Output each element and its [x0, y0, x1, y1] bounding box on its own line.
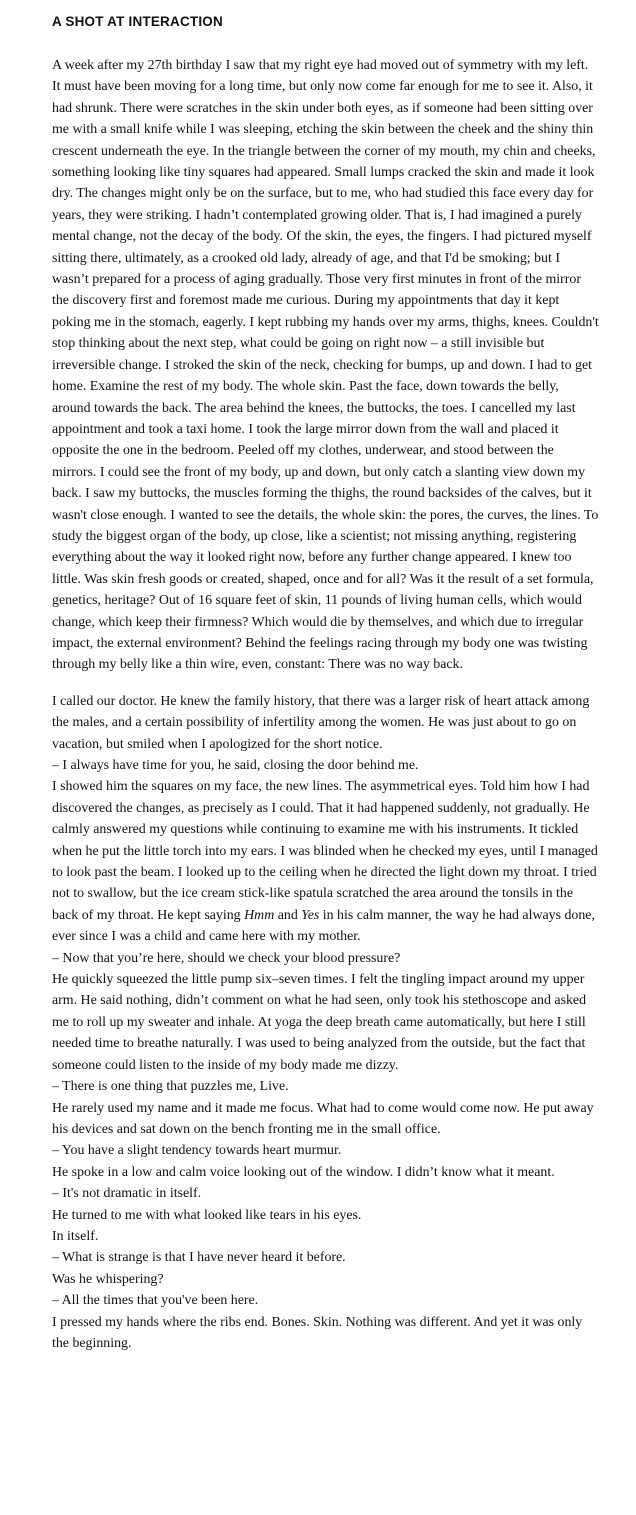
- and-word: and: [277, 907, 298, 923]
- paragraph-final: I pressed my hands where the ribs end. Bones. Skin. Nothing was different. And yet it was only the beginning.: [52, 1314, 583, 1351]
- examination-text-end: in his calm manner, the way he had always done, ever since I was a child and came here with my mother.: [52, 907, 595, 945]
- line-whispering: Was he whispering?: [52, 1271, 164, 1287]
- document-title: A SHOT AT INTERACTION: [52, 14, 223, 29]
- document-page: [52, 14, 600, 1354]
- paragraph-pump: He quickly squeezed the little pump six–seven times. I felt the tingling impact around my upper arm. He said nothing, didn’t comment on what he had seen, only took his stethoscope and asked me to roll up my sweater and inhale. At yoga the deep breath came automatically, but here I still needed time to breathe naturally. I was used to being analyzed from the outside, but the fact that someone could listen to the inside of my body made me dizzy.: [52, 972, 587, 1073]
- paragraph-low-voice: He spoke in a low and calm voice looking out of the window. I didn’t know what it meant.: [52, 1164, 555, 1180]
- dialogue-blood-pressure: – Now that you’re here, should we check your blood pressure?: [52, 950, 401, 966]
- yes-emphasis: Yes: [301, 907, 320, 923]
- hmm-emphasis: Hmm: [244, 907, 275, 923]
- dialogue-all-times: – All the times that you've been here.: [52, 1293, 259, 1309]
- dialogue-puzzles: – There is one thing that puzzles me, Live.: [52, 1079, 289, 1095]
- paragraph-mirror: A week after my 27th birthday I saw that my right eye had moved out of symmetry with my left. It must have been moving for a long time, but only now come far enough for me to see it. Also, it had shrunk. There were scratches in the skin under both eyes, as if someone had been sitting over me with a small knife while I was sleeping, etching the skin between the cheek and the shiny thin crescent underneath the eye. In the triangle between the corner of my mouth, my chin and cheeks, something looking like tiny squares had appeared. Small lumps cracked the skin and made it look dry. The changes might only be on the surface, but to me, who had studied this face every day for years, they were striking. I hadn’t contemplated growing older. That is, I had imagined a purely mental change, not the decay of the body. Of the skin, the eyes, the fingers. I had pictured myself sitting there, ultimately, as a crooked old lady, already of age, and that I'd be smoking; but I wasn’t prepared for a process of aging gradually. Those very first minutes in front of the mirror the discovery first and foremost made me curious. During my appointments that day it kept poking me in the stomach, eagerly. I kept rubbing my hands over my arms, thighs, knees. Couldn't stop thinking about the next step, what could be going on right now – a still invisible but irreversible change. I stroked the skin of the neck, checking for bumps, up and down. I had to get home. Examine the rest of my body. The whole skin. Past the face, down towards the belly, around towards the back. The area behind the knees, the buttocks, the toes. I cancelled my last appointment and took a taxi home. I took the large mirror down from the wall and placed it opposite the one in the bedroom. Peeled off my clothes, underwear, and stood between the mirrors. I could see the front of my body, up and down, but only catch a slanting view down my back. I saw my buttocks, the muscles forming the thighs, the round backsides of the calves, but it wasn't close enough. I wanted to see the details, the whole skin: the pores, the curves, the lines. To study the biggest organ of the body, up close, like a scientist; not missing anything, registering everything about the way it looked right now, before any further change appeared. I knew too little. Was skin fresh goods or created, shaped, once and for all? Was it the result of a set formula, genetics, heritage? Out of 16 square feet of skin, 11 pounds of living human cells, which would change, which keep their firmness? Which would die by themselves, and which due to irregular impact, the external environment? Behind the feelings racing through my body one was twisting through my belly like a thin wire, even, constant: There was no way back.: [52, 58, 599, 673]
- paragraph-examination: [52, 776, 600, 947]
- dialogue-not-dramatic: – It's not dramatic in itself.: [52, 1186, 202, 1202]
- doctor-section: [52, 691, 600, 1355]
- paragraph-called-doctor: I called our doctor. He knew the family history, that there was a larger risk of heart attack among the males, and a certain possibility of infertility among the women. He was just about to go on vacation, but smiled when I apologized for the short notice.: [52, 693, 590, 752]
- line-in-itself: In itself.: [52, 1228, 99, 1244]
- examination-text-start: I showed him the squares on my face, the new lines. The asymmetrical eyes. Told him how I had discovered the changes, as precisely as I could. That it had happened suddenly, not gradually. He calmly answered my questions while continuing to examine me with his instruments. It tickled when he put the little torch into my ears. I was blinded when he checked my eyes, until I managed to look past the beam. I looked up to the ceiling when he directed the light down my throat. I tried not to swallow, but the ice cream stick-like spatula scratched the area around the tonsils in the back of my throat. He kept saying: [52, 779, 598, 923]
- line-tears: He turned to me with what looked like tears in his eyes.: [52, 1207, 362, 1223]
- dialogue-always-time: – I always have time for you, he said, closing the door behind me.: [52, 758, 419, 773]
- dialogue-strange: – What is strange is that I have never heard it before.: [52, 1250, 346, 1266]
- dialogue-murmur: – You have a slight tendency towards heart murmur.: [52, 1143, 342, 1159]
- paragraph-focus: He rarely used my name and it made me focus. What had to come would come now. He put away his devices and sat down on the bench fronting me in the small office.: [52, 1100, 594, 1137]
